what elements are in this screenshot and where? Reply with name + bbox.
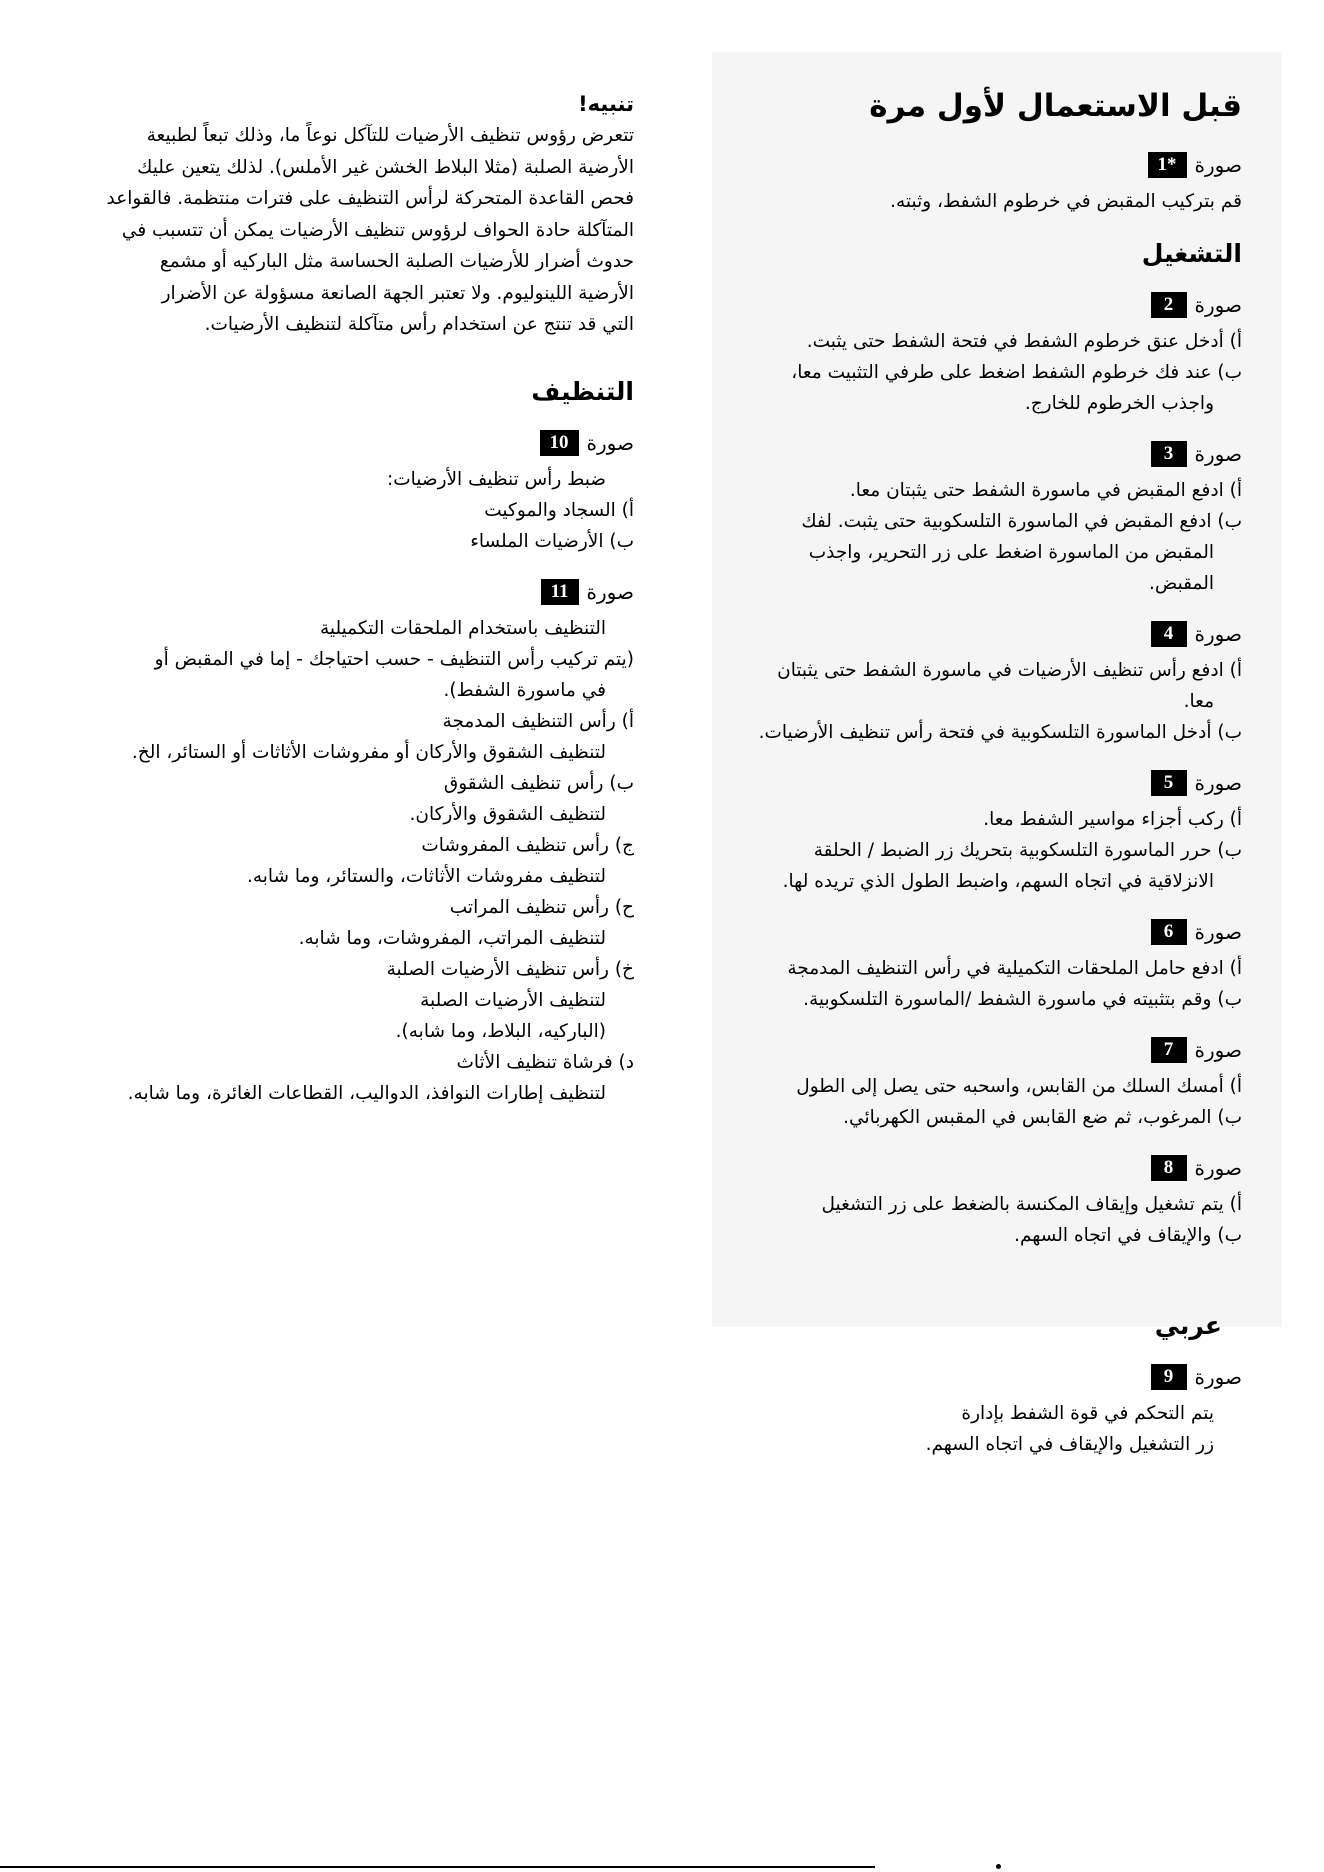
figure-4-block [682,621,1242,748]
instruction-line: أ) ادفع حامل الملحقات التكميلية في رأس التنظيف المدمجة [787,958,1242,979]
instruction-line: أ) ادفع المقبض في ماسورة الشفط حتى يثبتان معا. [849,480,1242,501]
figure-2-block [682,292,1242,419]
figure-10-block [74,430,634,557]
figure-number-badge: 9 [1151,1364,1187,1390]
instruction-line: التنظيف باستخدام الملحقات التكميلية [319,617,606,639]
figure-10-label [74,430,634,456]
footer-mark [996,1864,1001,1869]
instruction-line: ب) أدخل الماسورة التلسكوبية في فتحة رأس تنظيف الأرضيات. [758,722,1242,743]
figure-number-badge: *1 [1148,152,1187,178]
figure-11-label [74,579,634,605]
figure-number-badge: 10 [540,430,579,456]
instruction-line: ب) ادفع المقبض في الماسورة التلسكوبية حتى يثبت. لفك [801,511,1242,532]
instruction-line: أ) ركب أجزاء مواسير الشفط معا. [983,809,1242,830]
figure-number-badge: 3 [1151,441,1187,467]
warning-line: تتعرض رؤوس تنظيف الأرضيات للتآكل نوعاً ما، وذلك تبعاً لطبيعة [146,125,634,146]
instruction-line: ج) رأس تنظيف المفروشات [421,834,634,856]
instruction-line: أ) أمسك السلك من القابس، واسحبه حتى يصل إلى الطول [796,1076,1242,1097]
instruction-line: معا. [1183,691,1214,712]
instruction-line: ب) حرر الماسورة التلسكوبية بتحريك زر الضبط / الحلقة [813,840,1242,861]
figure-number-badge: 4 [1151,621,1187,647]
figure-3-block [682,441,1242,599]
instruction-line: ب) الأرضيات الملساء [470,530,634,552]
figure-number-badge: 6 [1151,919,1187,945]
figure-number-badge: 8 [1151,1155,1187,1181]
figure-2-label [682,292,1242,318]
figure-3-label [682,441,1242,467]
warning-title: تنبيه! [578,92,634,116]
instruction-line: أ) أدخل عنق خرطوم الشفط في فتحة الشفط حتى يثبت. [806,331,1242,352]
instruction-line: الانزلاقية في اتجاه السهم، واضبط الطول الذي تريده لها. [782,871,1214,892]
figure-1-block [682,152,1242,217]
instruction-line: أ) ادفع رأس تنظيف الأرضيات في ماسورة الشفط حتى يثبتان [777,660,1242,681]
instruction-line: ب) رأس تنظيف الشقوق [443,772,634,794]
instruction-line: ح) رأس تنظيف المراتب [449,896,634,918]
instruction-line: ب) وقم بتثبيته في ماسورة الشفط /الماسورة التلسكوبية. [803,989,1242,1010]
instruction-line: زر التشغيل والإيقاف في اتجاه السهم. [925,1434,1214,1455]
figure-number-badge: 11 [541,579,579,605]
instruction-line: لتنظيف الشقوق والأركان. [409,803,606,825]
figure-number-badge: 5 [1151,770,1187,796]
instruction-line: ب) عند فك خرطوم الشفط اضغط على طرفي التثبيت معا، [791,362,1242,383]
instruction-line: ضبط رأس تنظيف الأرضيات: [387,468,606,490]
instruction-line: المقبض. [1149,573,1214,594]
cleaning-title: التنظيف [531,376,634,406]
figure-11-block [74,579,634,1109]
footer-rule [0,1866,875,1868]
figure-9-label [682,1364,1242,1390]
figure-word: صورة [1194,442,1242,466]
instruction-line: د) فرشاة تنظيف الأثاث [456,1051,634,1073]
figure-7-block [682,1037,1242,1133]
warning-line: الأرضية الصلبة (مثلا البلاط الخشن غير الأملس). لذلك يتعين عليك [137,156,634,178]
warning-line: المتآكلة حادة الحواف لرؤوس تنظيف الأرضيات يمكن أن تتسبب في [121,219,634,241]
instruction-line: يتم التحكم في قوة الشفط بإدارة [961,1403,1214,1424]
instruction-line: ب) المرغوب، ثم ضع القابس في المقبس الكهربائي. [843,1107,1242,1128]
warning-line: حدوث أضرار للأرضيات الصلبة الحساسة مثل الباركيه أو مشمع [159,251,634,272]
figure-4-label [682,621,1242,647]
language-label: عربي [1154,1311,1222,1340]
instruction-line: خ) رأس تنظيف الأرضيات الصلبة [386,958,634,980]
figure-8-label [682,1155,1242,1181]
figure-word: صورة [1194,920,1242,944]
right-column [682,88,1242,1482]
figure-number-badge: 7 [1151,1037,1187,1063]
before-first-use-title: قبل الاستعمال لأول مرة [869,88,1242,124]
instruction-line: قم بتركيب المقبض في خرطوم الشفط، وثبته. [890,191,1242,212]
figure-5-block [682,770,1242,897]
instruction-line: أ) السجاد والموكيت [484,499,634,521]
figure-5-label [682,770,1242,796]
instruction-line: المقبض من الماسورة اضغط على زر التحرير، واجذب [808,542,1214,563]
figure-word: صورة [1194,1038,1242,1062]
warning-paragraph [74,120,634,341]
figure-word: صورة [1194,293,1242,317]
instruction-line: أ) رأس التنظيف المدمجة [442,710,634,732]
instruction-line: لتنظيف الشقوق والأركان أو مفروشات الأثاثات أو الستائر، الخ. [131,741,606,763]
instruction-line: لتنظيف المراتب، المفروشات، وما شابه. [298,927,606,949]
instruction-line: لتنظيف الأرضيات الصلبة [420,989,606,1011]
instruction-line: (الباركيه، البلاط، وما شابه). [395,1020,606,1042]
operation-title: التشغيل [1141,239,1242,268]
figure-word: صورة [1194,1365,1242,1389]
instruction-line: واجذب الخرطوم للخارج. [1024,393,1214,414]
figure-word: صورة [1194,622,1242,646]
figure-word: صورة [586,579,634,604]
warning-line: التي قد تنتج عن استخدام رأس متآكلة لتنظيف الأرضيات. [204,314,634,335]
instruction-line: في ماسورة الشفط). [443,679,606,701]
left-column [74,92,634,1131]
figure-number-badge: 2 [1151,292,1187,318]
figure-6-label [682,919,1242,945]
figure-word: صورة [586,430,634,455]
figure-word: صورة [1194,153,1242,177]
figure-1-label [682,152,1242,178]
figure-word: صورة [1194,1156,1242,1180]
figure-word: صورة [1194,771,1242,795]
warning-line: فحص القاعدة المتحركة لرأس التنظيف على فترات منتظمة. فالقواعد [106,188,634,209]
instruction-line: أ) يتم تشغيل وإيقاف المكنسة بالضغط على زر التشغيل [821,1194,1242,1215]
figure-9-block [682,1364,1242,1460]
instruction-line: لتنظيف إطارات النوافذ، الدواليب، القطاعات الغائرة، وما شابه. [127,1082,606,1104]
instruction-line: لتنظيف مفروشات الأثاثات، والستائر، وما شابه. [246,865,606,887]
figure-8-block [682,1155,1242,1251]
instruction-line: ب) والإيقاف في اتجاه السهم. [1014,1225,1242,1246]
instruction-line: (يتم تركيب رأس التنظيف - حسب احتياجك - إما في المقبض أو [154,648,634,670]
figure-6-block [682,919,1242,1015]
figure-7-label [682,1037,1242,1063]
warning-line: الأرضية اللينوليوم. ولا تعتبر الجهة الصانعة مسؤولة عن الأضرار [161,282,634,304]
